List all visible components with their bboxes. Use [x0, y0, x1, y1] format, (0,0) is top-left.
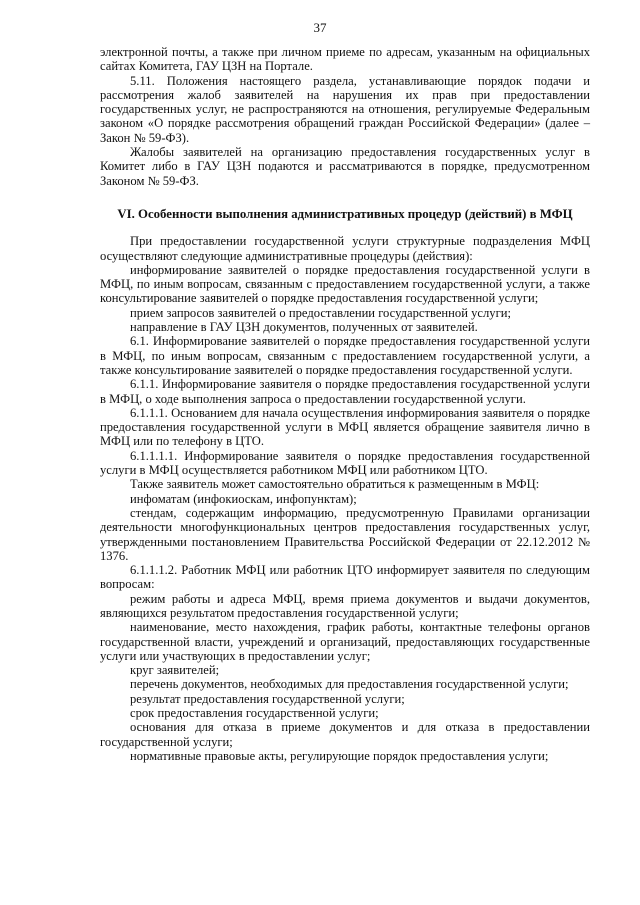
list-item: результат предоставления государственной услуги; — [130, 691, 405, 706]
paragraph-6-1-1-1-2: 6.1.1.1.2. Работник МФЦ или работник ЦТО информирует заявителя по следующим вопросам: — [100, 563, 590, 592]
paragraph-continuation: электронной почты, а также при личном приеме по адресам, указанным на официальных сайтах Комитета, ГАУ ЦЗН на Портале. — [100, 45, 590, 74]
list-item: перечень документов, необходимых для предоставления государственной услуги; — [130, 677, 569, 692]
list-item: наименование, место нахождения, график работы, контактные телефоны органов государственной власти, учреждений и организаций, предоставляющих государственные услуги или участвующих в предоставлении услуг; — [100, 620, 590, 663]
paragraph: При предоставлении государственной услуги структурные подразделения МФЦ осуществляют следующие административные процедуры (действия): — [100, 234, 590, 263]
list-item: круг заявителей; — [130, 663, 220, 678]
list-item: направление в ГАУ ЦЗН документов, полученных от заявителей. — [130, 320, 478, 335]
list-item: информирование заявителей о порядке предоставления государственной услуги в МФЦ, по иным вопросам, связанным с предоставлением государственной услуги, а также консультирование заявителей о порядке предоставления государственной услуги; — [100, 262, 590, 306]
paragraph-6-1-1: 6.1.1. Информирование заявителя о порядке предоставления государственной услуги в МФЦ, о ходе выполнения запроса о предоставлении государственной услуги. — [100, 377, 590, 406]
list-item: нормативные правовые акты, регулирующие порядок предоставления услуги; — [130, 748, 549, 763]
paragraph-5-11: 5.11. Положения настоящего раздела, устанавливающие порядок подачи и рассмотрения жалоб заявителей на нарушения их прав при предоставлении государственных услуг, не распространяются на отношения, регулируемые Федеральным законом «О порядке рассмотрения обращений граждан Российской Федерации» (далее – Закон № 59-ФЗ). — [100, 73, 590, 145]
paragraph-6-1-1-1: 6.1.1.1. Основанием для начала осуществления информирования заявителя о порядке предоставления государственной услуги в МФЦ является обращение заявителя лично в МФЦ или по телефону в ЦТО. — [100, 405, 590, 449]
page-number: 37 — [313, 20, 327, 35]
list-item: инфоматам (инфокиоскам, инфопунктам); — [130, 491, 357, 506]
list-item: прием запросов заявителей о предоставлении государственной услуги; — [130, 305, 511, 320]
paragraph-6-1: 6.1. Информирование заявителей о порядке предоставления государственной услуги в МФЦ, по иным вопросам, связанным с предоставлением государственной услуги, а также консультирование заявителей о порядке предоставления государственной услуги. — [100, 334, 590, 377]
document-body — [100, 45, 590, 763]
list-item: основания для отказа в приеме документов и для отказа в предоставлении государственной услуги; — [100, 720, 590, 749]
list-item: стендам, содержащим информацию, предусмотренную Правилами организации деятельности многофункциональных центров предоставления государственных услуг, утвержденными постановлением Правительства Российской Федерации от 22.12.2012 № 1376. — [100, 505, 590, 563]
paragraph-6-1-1-1-1: 6.1.1.1.1. Информирование заявителя о порядке предоставления государственной услуги в МФЦ осуществляется работником МФЦ или работником ЦТО. — [100, 448, 590, 478]
paragraph-complaints: Жалобы заявителей на организацию предоставления государственных услуг в Комитет либо в ГАУ ЦЗН подаются и рассматриваются в порядке, предусмотренном Законом № 59-ФЗ. — [100, 145, 590, 188]
paragraph: Также заявитель может самостоятельно обратиться к размещенным в МФЦ: — [130, 477, 540, 492]
section-heading: VI. Особенности выполнения административных процедур (действий) в МФЦ — [117, 206, 573, 221]
list-item: срок предоставления государственной услуги; — [130, 706, 379, 721]
list-item: режим работы и адреса МФЦ, время приема документов и выдачи документов, являющихся результатом предоставления государственной услуги; — [100, 591, 590, 620]
